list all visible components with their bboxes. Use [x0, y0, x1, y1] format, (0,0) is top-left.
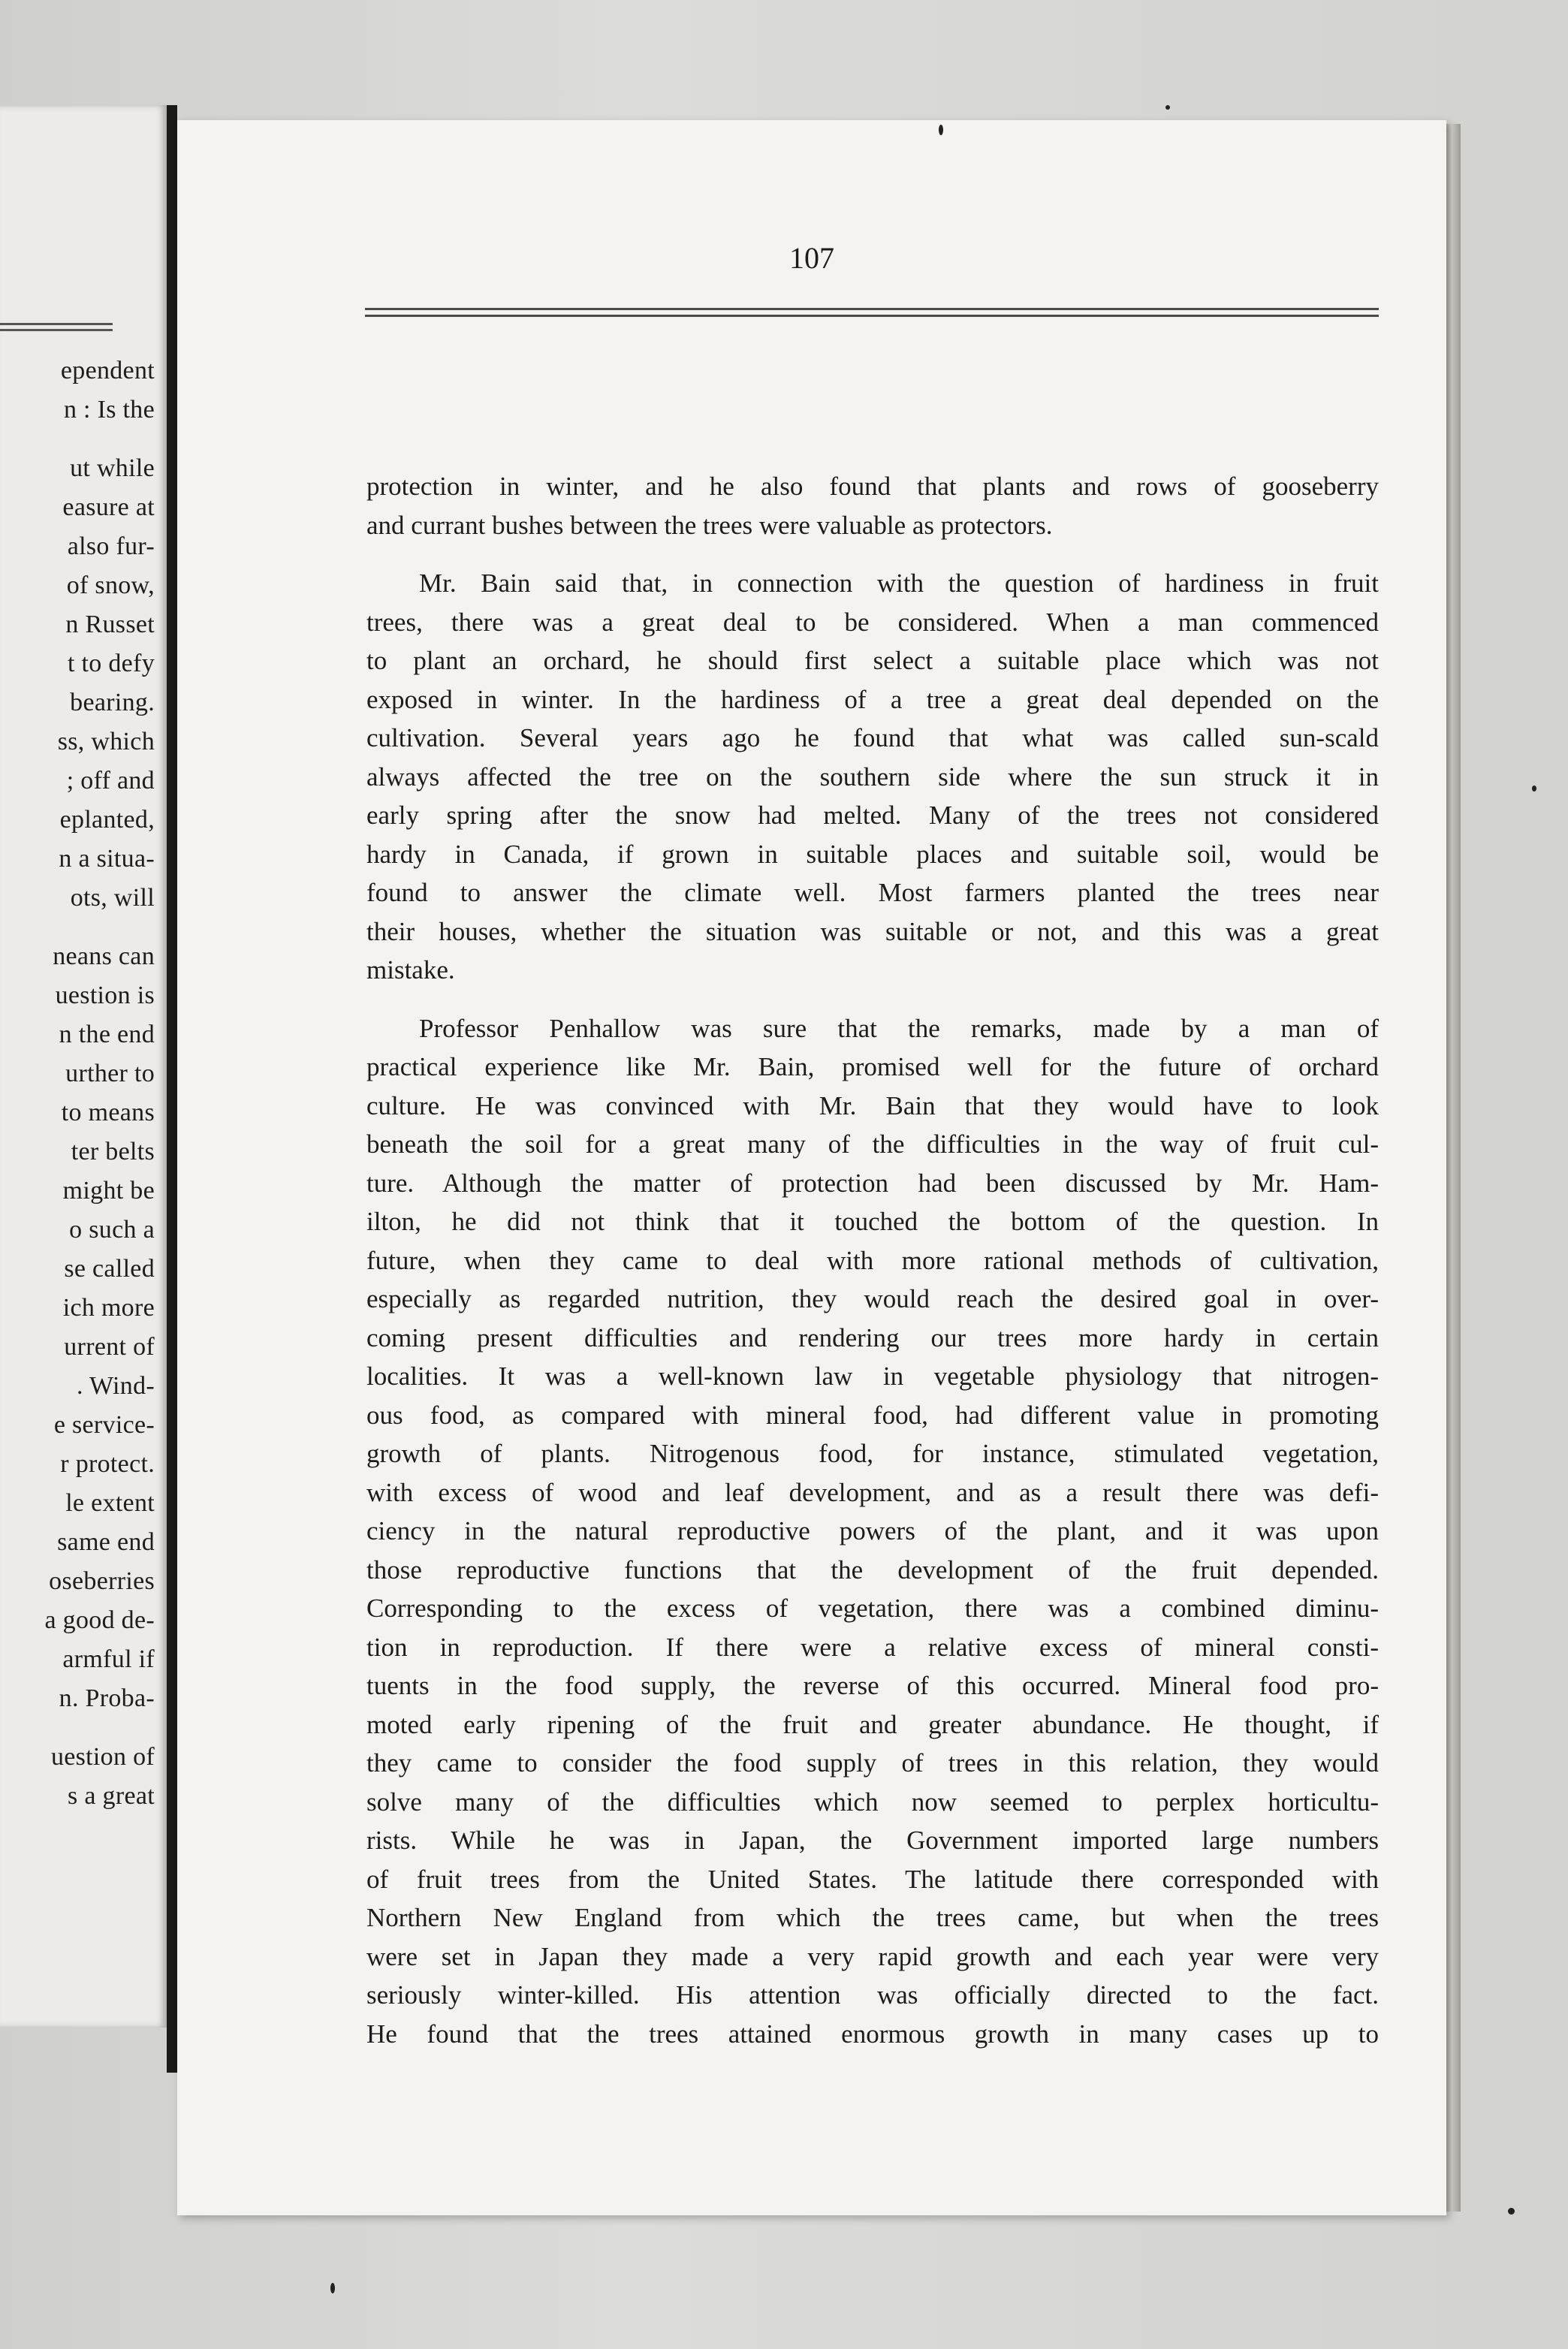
left-page-line: eplanted, [59, 806, 155, 834]
text-line: ciency in the natural reproductive powers of the plant, and it was upon [366, 1516, 1379, 1545]
left-page-line: urrent of [64, 1333, 155, 1361]
left-page-line: neans can [53, 942, 155, 970]
text-line: early spring after the snow had melted. Many of the trees not considered [366, 801, 1379, 830]
left-page-line: of snow, [66, 571, 155, 599]
text-line: mistake. [366, 955, 455, 985]
text-line: beneath the soil for a great many of the difficulties in the way of fruit cul- [366, 1129, 1379, 1159]
left-page-line: ss, which [57, 728, 155, 755]
text-line: seriously winter-killed. His attention was officially directed to the fact. [366, 1980, 1379, 2010]
left-page-line: a good de- [44, 1606, 155, 1634]
left-page-rule [0, 329, 113, 331]
text-line: Mr. Bain said that, in connection with the question of hardiness in fruit [419, 568, 1379, 598]
text-line: culture. He was convinced with Mr. Bain that they would have to look [366, 1090, 1379, 1120]
left-page-line: ut while [70, 454, 155, 482]
scan-speck [1532, 786, 1536, 792]
paragraph [366, 1009, 1379, 2054]
left-page-line: also fur- [67, 532, 155, 560]
left-page-line: urther to [65, 1060, 155, 1087]
text-line: Corresponding to the excess of vegetation, there was a combined diminu- [366, 1594, 1379, 1623]
scan-speck [1508, 2208, 1515, 2215]
left-page-line: r protect. [60, 1450, 155, 1478]
left-page-line: to means [61, 1099, 155, 1126]
text-line: coming present difficulties and rendering our trees more hardy in certain [366, 1322, 1379, 1352]
left-page-line: easure at [62, 493, 155, 521]
text-line: growth of plants. Nitrogenous food, for instance, stimulated vegetation, [366, 1439, 1379, 1468]
left-page-line: n a situa- [59, 845, 155, 873]
left-page-line: uestion of [50, 1743, 155, 1771]
scan-speck [939, 125, 943, 135]
text-line: hardy in Canada, if grown in suitable places and suitable soil, would be [366, 839, 1379, 869]
text-line: practical experience like Mr. Bain, promised well for the future of orchard [366, 1052, 1379, 1081]
header-rule [365, 308, 1379, 310]
text-line: with excess of wood and leaf development, and as a result there was defi- [366, 1477, 1379, 1507]
text-line: they came to consider the food supply of trees in this relation, they would [366, 1748, 1379, 1778]
left-page-line: oseberries [49, 1567, 155, 1595]
left-page-line: ots, will [70, 884, 155, 912]
text-line: solve many of the difficulties which now seemed to perplex horticultu- [366, 1787, 1379, 1817]
page-body-text [366, 467, 1379, 2053]
text-line: ous food, as compared with mineral food, had different value in promoting [366, 1400, 1379, 1430]
book-gutter [167, 105, 177, 2073]
text-line: trees, there was a great deal to be considered. When a man commenced [366, 607, 1379, 637]
text-line: future, when they came to deal with more rational methods of cultivation, [366, 1245, 1379, 1275]
paragraph [366, 467, 1379, 544]
scan-speck [330, 2283, 335, 2293]
page-number: 107 [789, 241, 834, 275]
left-page-line: ependent [60, 357, 155, 384]
text-line: He found that the trees attained enormous growth in many cases up to [366, 2019, 1379, 2049]
text-line: rists. While he was in Japan, the Government imported large numbers [366, 1826, 1379, 1855]
text-line: of fruit trees from the United States. The latitude there corresponded with [366, 1864, 1379, 1894]
text-line: Professor Penhallow was sure that the remarks, made by a man of [419, 1013, 1379, 1043]
text-line: their houses, whether the situation was suitable or not, and this was a great [366, 916, 1379, 946]
text-line: cultivation. Several years ago he found that what was called sun-scald [366, 723, 1379, 752]
text-line: ilton, he did not think that it touched the bottom of the question. In [366, 1207, 1379, 1236]
left-page-line: t to defy [67, 650, 155, 677]
header-rule [365, 315, 1379, 317]
left-page-line: le extent [65, 1489, 155, 1517]
left-page-line: s a great [68, 1782, 155, 1810]
scan-speck [1165, 105, 1170, 110]
text-line: protection in winter, and he also found that plants and rows of gooseberry [366, 472, 1379, 501]
left-page-line: n Russet [65, 611, 155, 638]
left-page-line: e service- [53, 1411, 155, 1439]
left-page-rule [0, 323, 113, 325]
left-page-line: armful if [62, 1645, 155, 1673]
left-page-line: . Wind- [77, 1372, 155, 1400]
left-page-line: bearing. [70, 689, 155, 716]
text-line: and currant bushes between the trees were valuable as protectors. [366, 510, 1053, 540]
text-line: exposed in winter. In the hardiness of a tree a great deal depended on the [366, 684, 1379, 714]
text-line: those reproductive functions that the development of the fruit depended. [366, 1554, 1379, 1585]
text-line: localities. It was a well-known law in vegetable physiology that nitrogen- [366, 1361, 1379, 1391]
left-page-line: uestion is [55, 982, 155, 1009]
left-page-line: ich more [62, 1294, 155, 1322]
left-page-line: n. Proba- [59, 1684, 155, 1712]
left-page-line: n the end [59, 1021, 155, 1048]
left-page-line: n : Is the [63, 396, 155, 424]
text-line: tuents in the food supply, the reverse of this occurred. Mineral food pro- [366, 1671, 1379, 1700]
text-line: to plant an orchard, he should first select a suitable place which was not [366, 646, 1379, 675]
text-line: found to answer the climate well. Most farmers planted the trees near [366, 878, 1379, 907]
left-page-line: o such a [69, 1216, 155, 1244]
paragraph [366, 564, 1379, 990]
book-page [177, 120, 1446, 2215]
left-facing-page [0, 105, 167, 2028]
left-page-line: ter belts [71, 1138, 155, 1165]
left-page-line: ; off and [66, 767, 155, 795]
text-line: always affected the tree on the southern side where the sun struck it in [366, 761, 1379, 792]
left-page-line: might be [62, 1177, 155, 1205]
text-line: especially as regarded nutrition, they would reach the desired goal in over- [366, 1284, 1379, 1313]
text-line: moted early ripening of the fruit and greater abundance. He thought, if [366, 1709, 1379, 1739]
left-page-line: se called [64, 1255, 155, 1283]
left-page-line: same end [57, 1528, 155, 1556]
text-line: ture. Although the matter of protection had been discussed by Mr. Ham- [366, 1168, 1379, 1198]
text-line: Northern New England from which the trees came, but when the trees [366, 1903, 1379, 1932]
text-line: tion in reproduction. If there were a relative excess of mineral consti- [366, 1632, 1379, 1662]
text-line: were set in Japan they made a very rapid growth and each year were very [366, 1941, 1379, 1971]
